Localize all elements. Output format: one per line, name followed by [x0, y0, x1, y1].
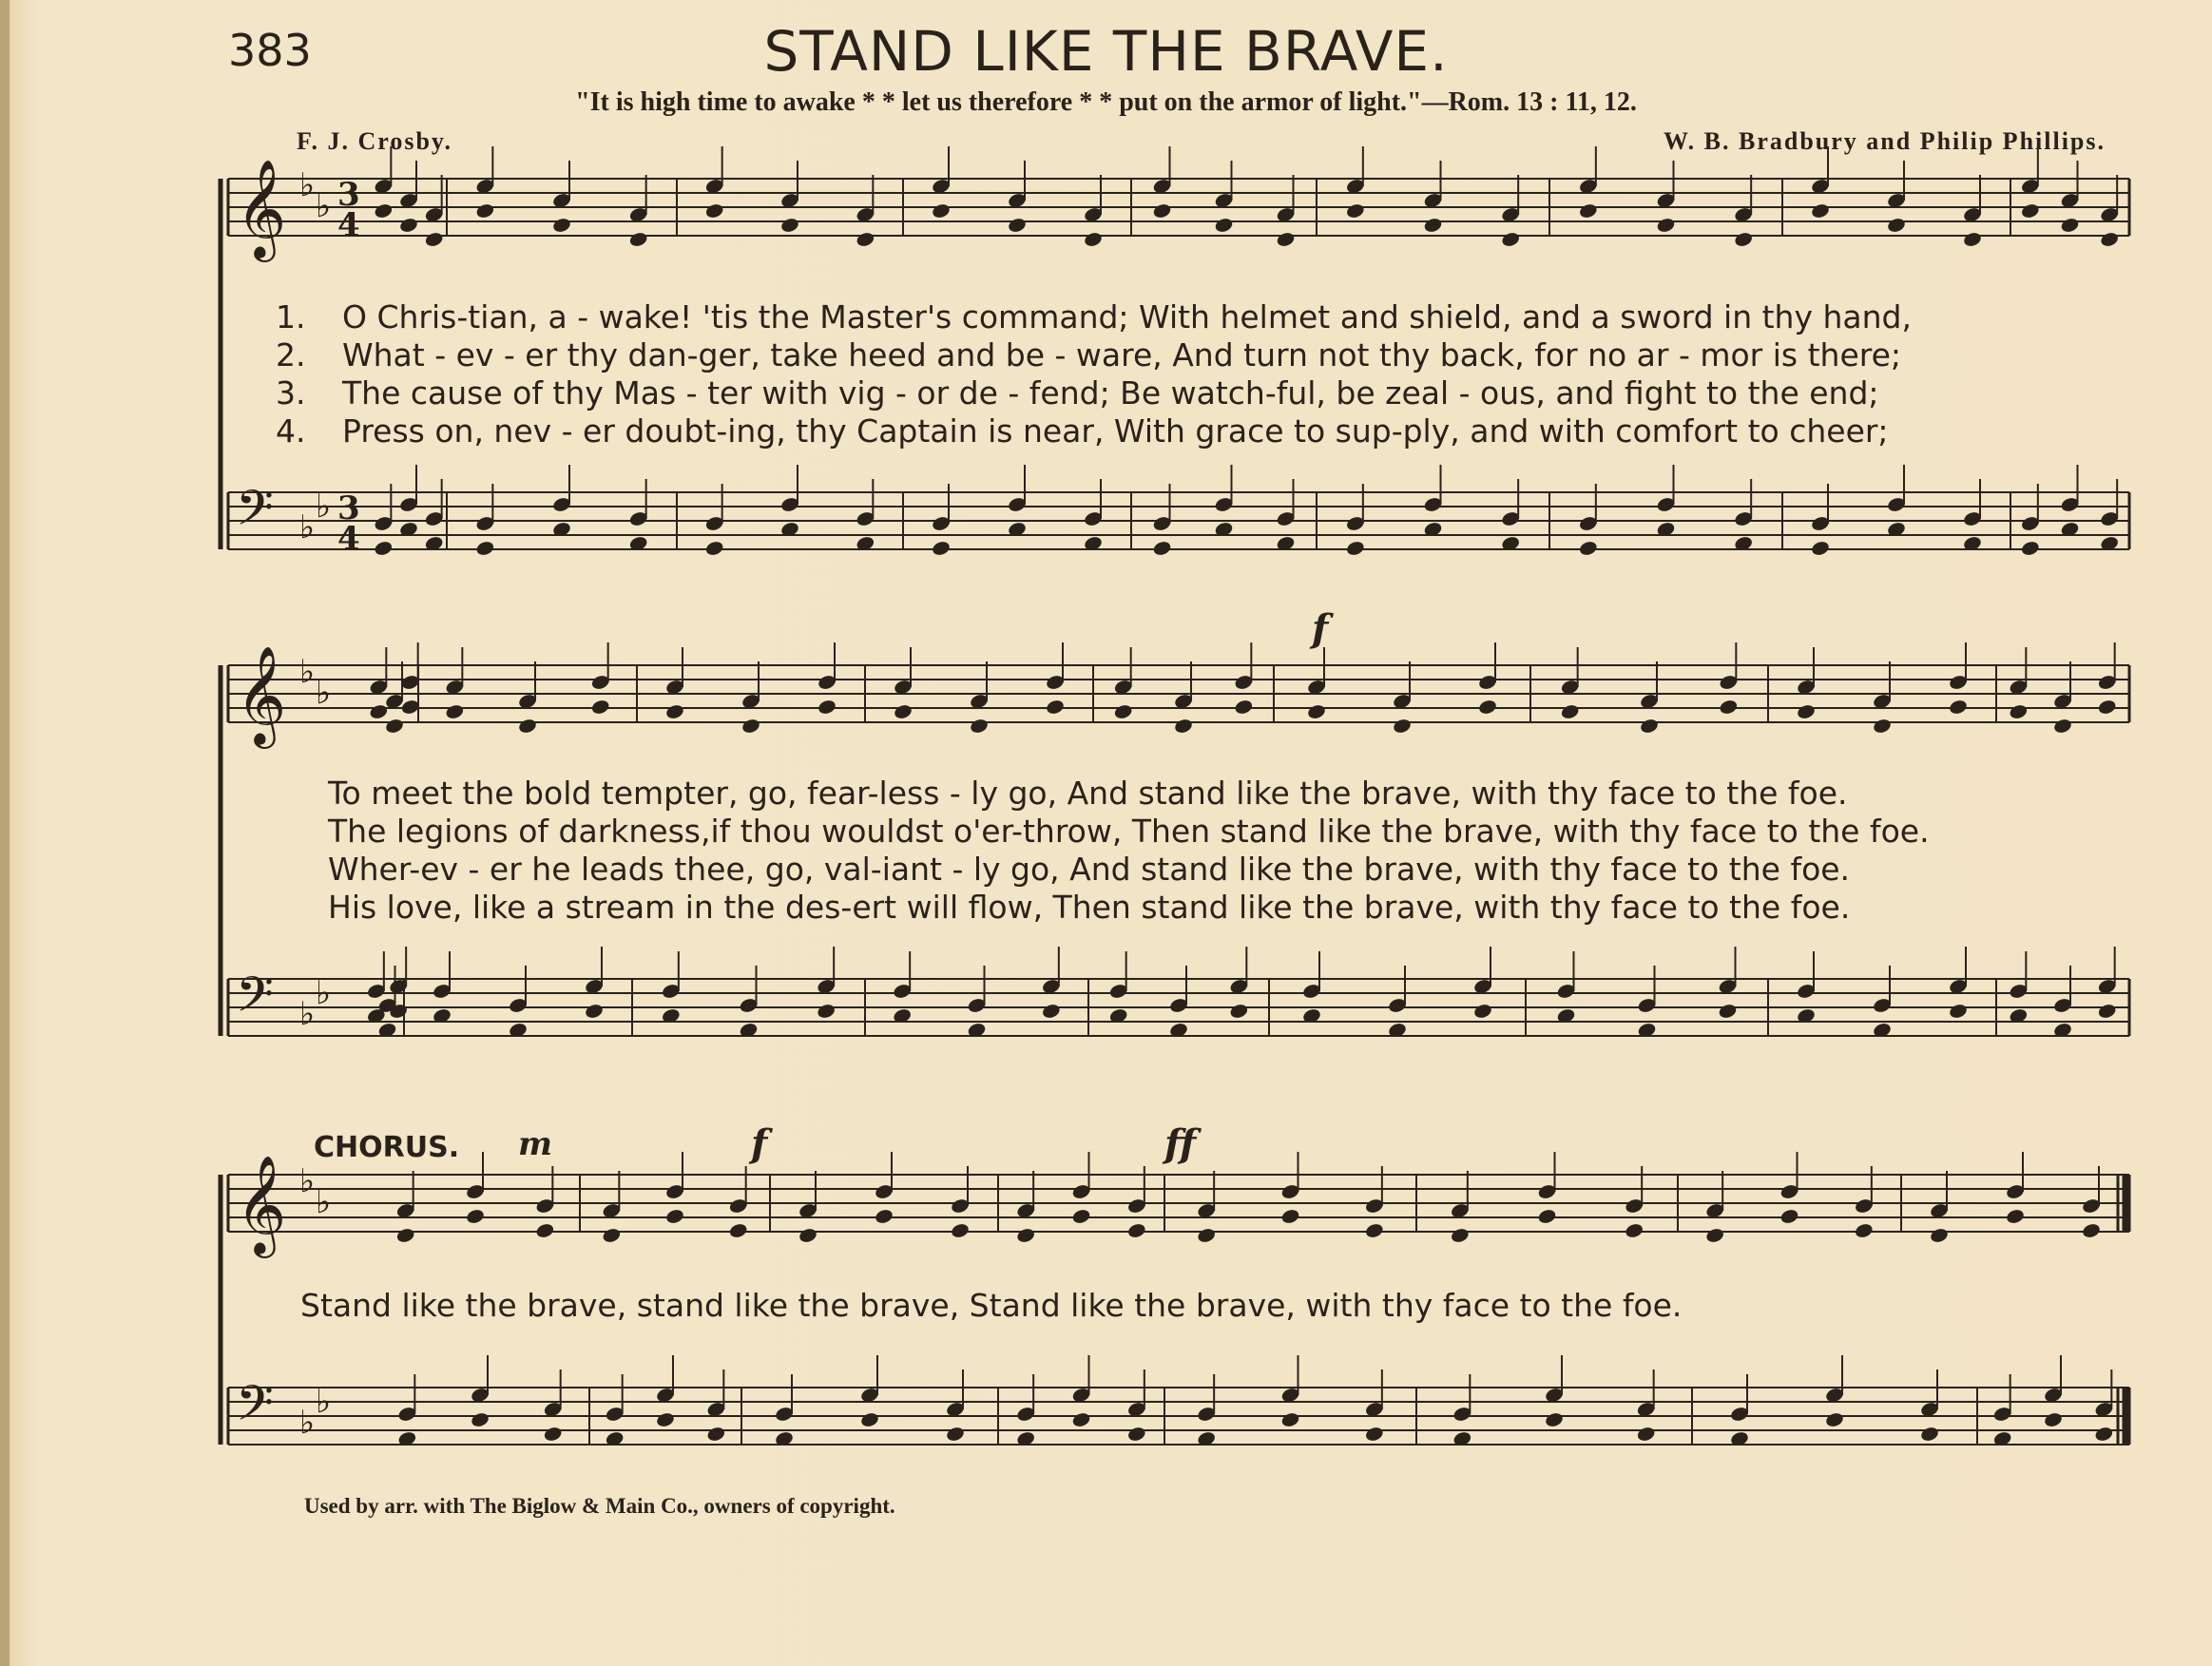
time-signature-top: 3 [337, 489, 360, 527]
note-head [1719, 699, 1739, 716]
note-head [2005, 1208, 2025, 1225]
note-head [1280, 1208, 1300, 1225]
note-head [950, 1222, 970, 1239]
note-head [1544, 1411, 1564, 1428]
note-head [1779, 1208, 1799, 1225]
note-head [1126, 1222, 1146, 1239]
note-head [779, 217, 799, 234]
composer-credit: W. B. Bradbury and Philip Phillips. [1664, 127, 2106, 155]
chorus-lyrics: Stand like the brave, stand like the brave, Stand like the brave, with thy face to the foe. [300, 1287, 1683, 1324]
note-head [1578, 540, 1598, 557]
note-head [704, 202, 724, 220]
note-head [1392, 718, 1412, 735]
note-head [893, 703, 913, 720]
note-head [1477, 699, 1497, 716]
hymn-title: STAND LIKE THE BRAVE. [763, 19, 1449, 84]
note-head [706, 1426, 726, 1443]
note-head [1276, 231, 1296, 248]
note-head [1948, 1003, 1968, 1020]
key-flat-icon: ♭ [316, 974, 332, 1012]
note-head [2020, 202, 2040, 220]
note-head [1071, 1208, 1091, 1225]
note-head [374, 202, 394, 220]
author-credit: F. J. Crosby. [297, 127, 452, 155]
note-head [1636, 1426, 1656, 1443]
note-head [1948, 699, 1968, 716]
verse-3-line-1: 3. The cause of thy Mas - ter with vig - or de - fend; Be watch-ful, be zeal - ous, and fight to the end; [276, 374, 1879, 412]
note-head [1718, 1003, 1738, 1020]
note-head [1196, 1227, 1216, 1244]
note-head [465, 1208, 485, 1225]
note-head [817, 699, 837, 716]
note-head [1929, 1227, 1949, 1244]
note-head [1537, 1208, 1557, 1225]
note-head [395, 1227, 415, 1244]
note-head [1872, 718, 1892, 735]
dynamic-fortissimo: ff [1164, 1121, 1197, 1166]
note-head [1656, 217, 1676, 234]
note-head [1578, 202, 1598, 220]
note-head [628, 231, 648, 248]
time-signature-bottom: 4 [337, 520, 360, 558]
note-head [945, 1426, 965, 1443]
note-head [1007, 217, 1027, 234]
dynamic-forte-chorus: f [751, 1121, 768, 1166]
note-head [398, 217, 418, 234]
key-flat-icon: ♭ [299, 1162, 316, 1200]
verse-2-line-2: The legions of darkness,if thou wouldst o'er-throw, Then stand like the brave, with thy face to the foe. [328, 813, 1930, 850]
chorus-label: CHORUS. [314, 1131, 460, 1164]
note-head [741, 718, 760, 735]
note-head [1560, 703, 1580, 720]
note-head [798, 1227, 817, 1244]
note-head [1450, 1227, 1470, 1244]
key-flat-icon: ♭ [316, 1383, 332, 1421]
note-head [1810, 202, 1830, 220]
note-head [1083, 231, 1103, 248]
note-head [2097, 1003, 2117, 1020]
dynamic-forte-system-2: f [1312, 606, 1329, 651]
note-head [384, 718, 404, 735]
note-head [1152, 540, 1172, 557]
note-head [2081, 1222, 2101, 1239]
note-head [1423, 217, 1443, 234]
bass-clef-icon: 𝄢 [236, 479, 274, 548]
note-head [856, 231, 875, 248]
treble-clef-icon: 𝄞 [236, 159, 287, 259]
note-head [931, 540, 951, 557]
note-head [1919, 1426, 1939, 1443]
key-flat-icon: ♭ [316, 488, 332, 526]
verse-2-line-1: 2. What - ev - er thy dan-ger, take heed and be - ware, And turn not thy back, for no ar - mor is there; [276, 336, 1902, 373]
treble-clef-icon: 𝄞 [236, 1155, 287, 1254]
note-head [1234, 699, 1254, 716]
key-flat-icon: ♭ [316, 674, 332, 712]
note-head [590, 699, 610, 716]
note-head [2020, 540, 2040, 557]
copyright-footer: Used by arr. with The Biglow & Main Co., owners of copyright. [304, 1494, 895, 1518]
note-head [1306, 703, 1326, 720]
note-head [1015, 1227, 1035, 1244]
note-head [874, 1208, 894, 1225]
note-head [543, 1426, 563, 1443]
note-head [517, 718, 537, 735]
note-head [2052, 718, 2072, 735]
note-head [1472, 1003, 1492, 1020]
note-head [535, 1222, 555, 1239]
treble-clef-icon: 𝄞 [236, 645, 287, 745]
bass-clef-icon: 𝄢 [236, 966, 274, 1035]
note-head [664, 1208, 684, 1225]
note-head [1824, 1411, 1844, 1428]
note-head [1624, 1222, 1644, 1239]
note-head [374, 540, 394, 557]
note-head [1041, 1003, 1061, 1020]
note-head [2099, 231, 2119, 248]
dynamic-mezzo: m [518, 1125, 552, 1163]
note-head [1280, 1411, 1300, 1428]
note-head [1733, 231, 1753, 248]
note-head [1796, 703, 1816, 720]
verse-1-line-1: 1. O Chris-tian, a - wake! 'tis the Master's command; With helmet and shield, and a sword in thy hand, [276, 298, 1912, 335]
note-head [1704, 1227, 1724, 1244]
note-head [1152, 202, 1172, 220]
scripture-epigraph: "It is high time to awake * * let us therefore * * put on the armor of light."—Rom. 13 : 11, 12. [575, 87, 1637, 117]
note-head [2009, 703, 2029, 720]
bass-clef-icon: 𝄢 [236, 1374, 274, 1444]
note-head [931, 202, 951, 220]
note-head [1500, 231, 1520, 248]
note-head [1854, 1222, 1874, 1239]
key-flat-icon: ♭ [299, 653, 316, 691]
note-head [704, 540, 724, 557]
key-flat-icon: ♭ [299, 1404, 316, 1442]
key-flat-icon: ♭ [299, 508, 316, 546]
note-head [475, 202, 495, 220]
verse-1-line-2: To meet the bold tempter, go, fear-less - ly go, And stand like the brave, with thy face to the foe. [328, 775, 1848, 812]
verse-4-line-1: 4. Press on, nev - er doubt-ing, thy Captain is near, With grace to sup-ply, and with comfort to cheer; [276, 412, 1889, 450]
note-head [475, 540, 495, 557]
note-head [602, 1227, 622, 1244]
note-head [1113, 703, 1133, 720]
note-head [470, 1411, 490, 1428]
note-head [1345, 540, 1365, 557]
page-number: 383 [228, 25, 312, 76]
note-head [655, 1411, 675, 1428]
verse-3-line-2: Wher-ev - er he leads thee, go, val-iant - ly go, And stand like the brave, with thy face to the foe. [328, 851, 1851, 888]
note-head [728, 1222, 748, 1239]
note-head [1045, 699, 1065, 716]
key-flat-icon: ♭ [299, 995, 316, 1033]
note-head [1639, 718, 1659, 735]
note-head [1071, 1411, 1091, 1428]
note-head [969, 718, 989, 735]
verse-4-line-2: His love, like a stream in the des-ert will flow, Then stand like the brave, with thy face to the foe. [328, 889, 1851, 926]
note-head [2097, 699, 2117, 716]
note-head [2060, 217, 2080, 234]
note-head [2094, 1426, 2114, 1443]
key-flat-icon: ♭ [316, 187, 332, 225]
note-head [1962, 231, 1982, 248]
time-signature-bottom: 4 [337, 206, 360, 244]
note-head [369, 703, 389, 720]
note-head [424, 231, 444, 248]
note-head [1364, 1222, 1384, 1239]
time-signature-top: 3 [337, 176, 360, 214]
note-head [664, 703, 684, 720]
note-head [859, 1411, 879, 1428]
key-flat-icon: ♭ [316, 1183, 332, 1221]
note-head [1173, 718, 1193, 735]
note-head [445, 703, 465, 720]
note-head [1229, 1003, 1249, 1020]
note-head [1345, 202, 1365, 220]
note-head [584, 1003, 604, 1020]
note-head [1886, 217, 1906, 234]
note-head [1126, 1426, 1146, 1443]
note-head [551, 217, 571, 234]
note-head [1364, 1426, 1384, 1443]
note-head [1214, 217, 1234, 234]
note-head [816, 1003, 836, 1020]
note-head [1810, 540, 1830, 557]
note-head [2043, 1411, 2063, 1428]
key-flat-icon: ♭ [299, 166, 316, 204]
